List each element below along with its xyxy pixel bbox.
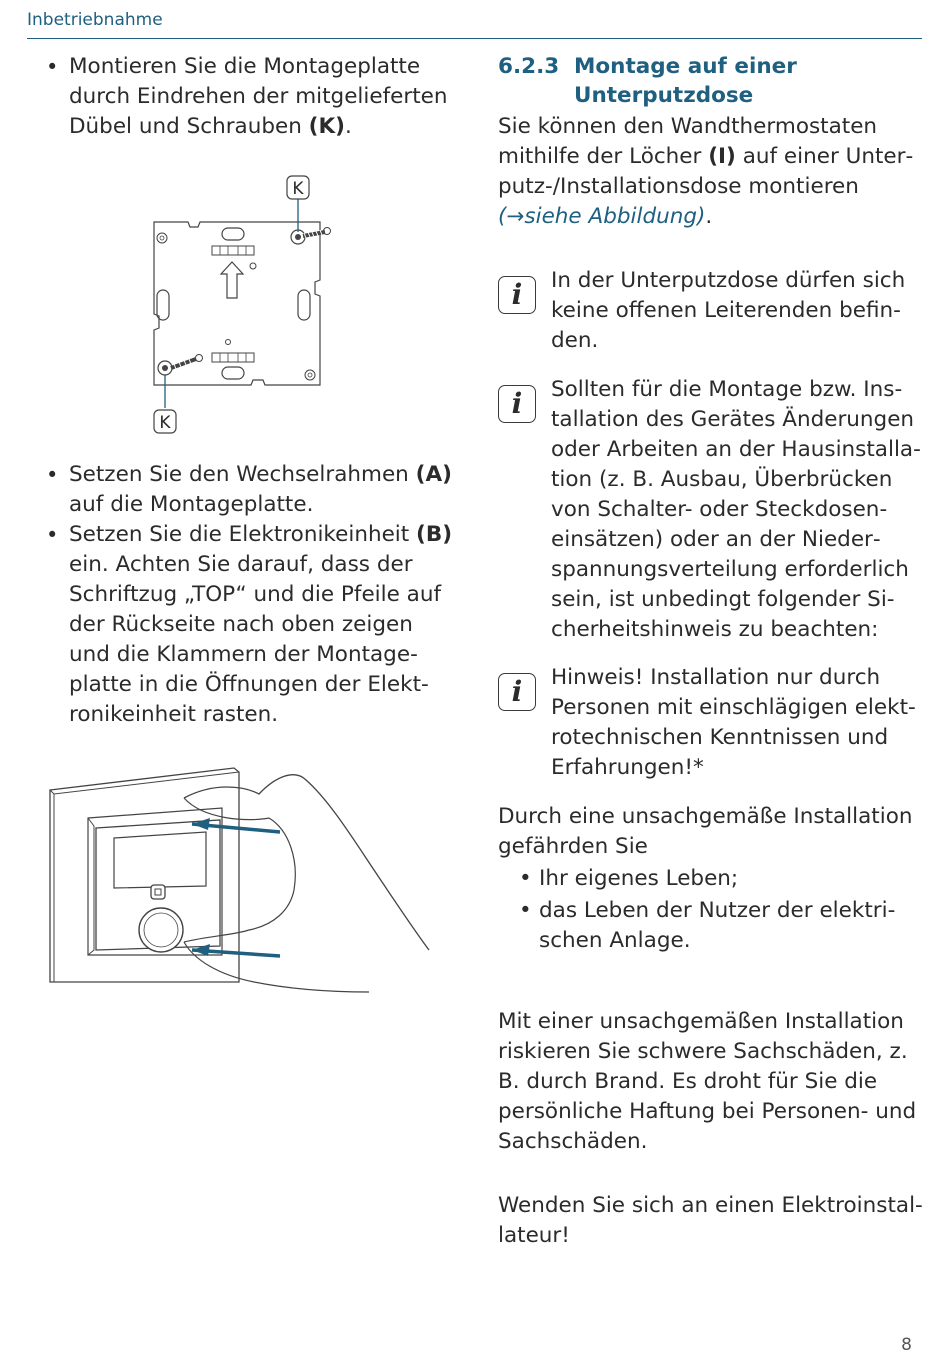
page-number: 8 — [901, 1335, 912, 1355]
section-heading — [498, 52, 928, 110]
info-icon — [498, 276, 536, 314]
bullet-frame — [44, 460, 454, 520]
bullet-tail: . — [345, 114, 352, 139]
note-text: Hinweis! Installation nur durch Personen mit einschlägigen elektrotechnischen Kenntnissen und Erfahrungen!* — [551, 665, 916, 780]
bullet-bold: (K) — [308, 114, 345, 139]
section-body-text: Sie können den Wandthermostaten mithilfe der Löcher — [498, 114, 878, 169]
info-glyph: i — [511, 387, 523, 420]
section-body-end: . — [705, 204, 713, 229]
bullet-bold: (A) — [415, 462, 452, 487]
danger-intro: Durch eine unsachgemäße Installation gefährden Sie — [498, 804, 913, 859]
danger-section — [498, 802, 928, 956]
note-text: In der Unterputzdose dürfen sich keine offenen Leiterenden befinden. — [551, 268, 906, 353]
bullet-text: Setzen Sie den Wechselrahmen — [69, 462, 416, 487]
install-steps-list — [44, 460, 454, 730]
section-body — [498, 112, 928, 232]
figure-reference-link[interactable]: (→siehe Abbildung) — [498, 204, 706, 229]
note-text: Sollten für die Montage bzw. Installation des Gerätes Änderungen oder Arbeiten an der Hausinstallation (z. B. Ausbau, Überbrücken von Schalter- oder Steckdoseneinsätzen) oder an der Niederspannungsverteilung erforderlich sein, ist unbedingt folgender Sicherheitshinweis zu beachten: — [551, 377, 921, 642]
bullet-tail: ein. Achten Sie darauf, dass der Schriftzug „TOP“ und die Pfeile auf der Rückseite nach oben zeigen und die Klammern der Montageplatte in die Öffnungen der Elektronikeinheit rasten. — [69, 552, 442, 727]
section-title: Montage auf einer Unterputzdose — [574, 54, 797, 108]
info-glyph: i — [511, 278, 523, 311]
damage-paragraph: Mit einer unsachgemäßen Installation riskieren Sie schwere Sachschäden, z. B. durch Brand. Es droht für Sie die persönliche Haftung bei Personen- und Sachschäden. — [498, 1009, 917, 1154]
danger-item: • Ihr eigenes Leben; — [519, 864, 928, 894]
note-qualified-personnel — [498, 663, 928, 783]
section-body-text-2: auf einer Unterputz-/Installationsdose montieren — [498, 144, 914, 199]
header-rule — [27, 38, 922, 39]
note-conductors — [498, 266, 928, 356]
info-icon — [498, 673, 536, 711]
mounting-plate-figure — [140, 170, 340, 440]
bullet-bold: (B) — [416, 522, 453, 547]
section-body-bold: (I) — [708, 144, 736, 169]
section-number: 6.2.3 — [498, 54, 560, 79]
info-icon — [498, 385, 536, 423]
contact-electrician-paragraph: Wenden Sie sich an einen Elektroinstallateur! — [498, 1193, 923, 1248]
danger-list — [519, 864, 928, 956]
callout-label-top: K — [292, 179, 304, 199]
callout-label-bottom: K — [159, 413, 171, 433]
device-insertion-figure — [44, 760, 444, 1000]
bullet-electronics — [44, 520, 454, 730]
bullet-text: Montieren Sie die Montageplatte durch Eindrehen der mitgelieferten Dübel und Schrauben — [69, 54, 448, 139]
bullet-mount-plate — [44, 52, 454, 142]
bullet-text: Setzen Sie die Elektronikeinheit — [69, 522, 417, 547]
bullet-tail: auf die Montageplatte. — [69, 492, 314, 517]
info-glyph: i — [511, 675, 523, 708]
mount-plate-list — [44, 52, 454, 142]
note-modifications — [498, 375, 928, 645]
danger-item: • das Leben der Nutzer der elektrischen Anlage. — [519, 896, 928, 956]
header-title: Inbetriebnahme — [27, 10, 163, 30]
